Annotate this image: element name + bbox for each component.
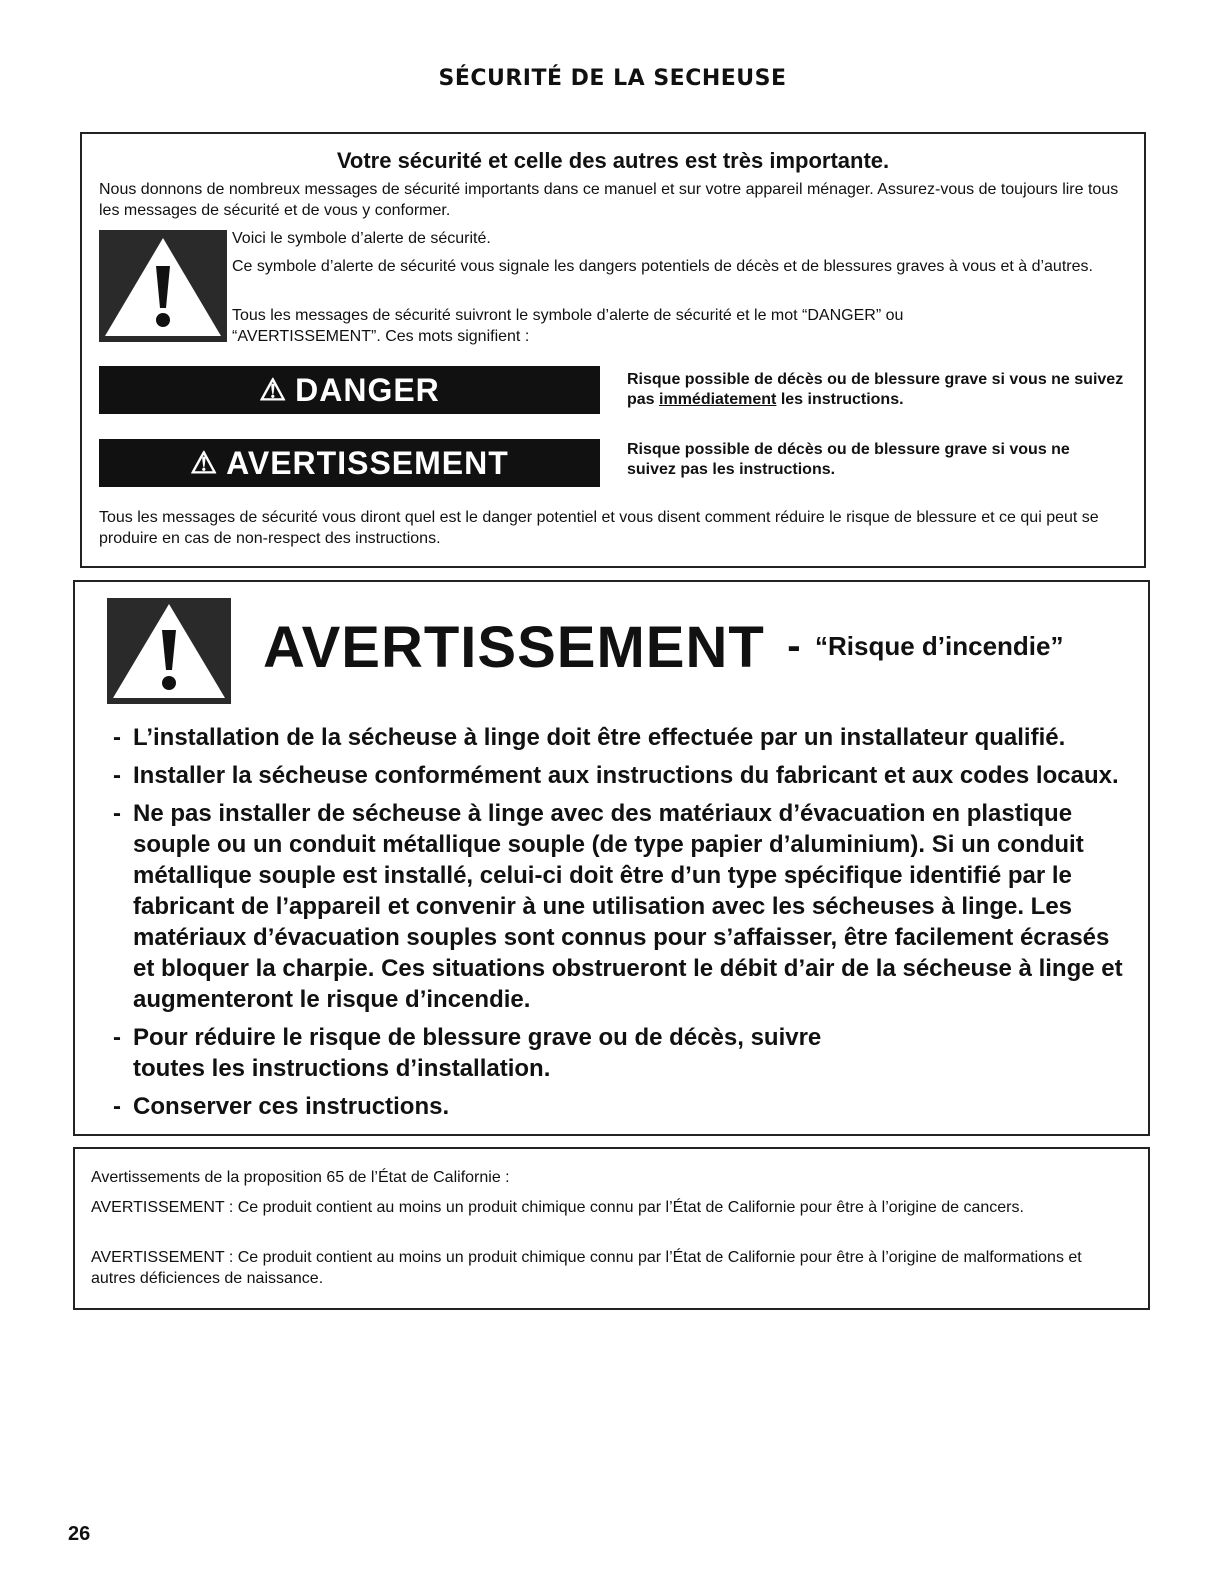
danger-label: DANGER [295,371,440,408]
page-title: SÉCURITÉ DE LA SECHEUSE [438,66,787,91]
fire-risk-subtitle: “Risque d’incendie” [815,631,1064,661]
danger-description [627,370,1139,410]
intro-body: Nous donnons de nombreux messages de sécurité importants dans ce manuel et sur votre appareil ménager. Assurez-vous de toujours lire tous les messages de sécurité et de vous y conformer. [99,181,1119,219]
warning-description: Risque possible de décès ou de blessure grave si vous ne suivez pas les instructions. [627,441,1070,478]
list-item: - Conserver ces instructions. [113,1091,1133,1122]
prop65-box [73,1147,1150,1310]
small-alert-icon: ⚠ [190,446,219,480]
alert-triangle-icon [107,598,231,704]
symbol-line-3: Tous les messages de sécurité suivront le symbole d’alerte de sécurité et le mot “DANGER” ou “AVERTISSEMENT”. Ces mots signifient : [232,307,904,345]
symbol-line-1: Voici le symbole d’alerte de sécurité. [232,230,491,247]
safety-intro-box [80,132,1146,568]
fire-warning-list [113,722,1133,1129]
symbol-line-2: Ce symbole d’alerte de sécurité vous signale les dangers potentiels de décès et de blessures graves à vous et à d’autres. [232,258,1093,275]
danger-desc-end: les instructions. [776,391,904,408]
prop65-warning-cancer: AVERTISSEMENT : Ce produit contient au moins un produit chimique connu par l’État de Californie pour être à l’origine de cancers. [91,1199,1024,1216]
warning-signal-bar [99,439,600,487]
warning-label: AVERTISSEMENT [226,444,509,481]
prop65-warning-birth-defects: AVERTISSEMENT : Ce produit contient au moins un produit chimique connu par l’État de Californie pour être à l’origine de malformations et autres déficiences de naissance. [91,1249,1082,1287]
title-dash: - [787,624,801,668]
small-alert-icon: ⚠ [259,373,288,407]
page-number: 26 [68,1523,91,1545]
list-item: - Pour réduire le risque de blessure grave ou de décès, suivre toutes les instructions d’installation. [113,1022,893,1084]
fire-warning-box [73,580,1150,1136]
list-item: - Ne pas installer de sécheuse à linge avec des matériaux d’évacuation en plastique souple ou un conduit métallique souple (de type papier d’aluminium). Si un conduit métallique souple est installé, celui-ci doit être d’un type spécifique identifié par le fabricant de l’appareil et convenir à une utilisation avec les sécheuses à linge. Les matériaux d’évacuation souples sont connus pour s’affaisser, être facilement écrasés et bloquer la charpie. Ces situations obstrueront le débit d’air de la sécheuse à linge et augmenteront le risque d’incendie. [113,798,1133,1015]
warning-word: AVERTISSEMENT [263,615,765,680]
fire-warning-title [263,614,1064,681]
danger-desc-underlined: immédiatement [659,391,777,408]
alert-triangle-icon [99,230,227,342]
intro-footer: Tous les messages de sécurité vous diront quel est le danger potentiel et vous disent comment réduire le risque de blessure et ce qui peut se produire en cas de non-respect des instructions. [99,509,1099,547]
list-item: - Installer la sécheuse conformément aux instructions du fabricant et aux codes locaux. [113,760,1133,791]
danger-signal-bar [99,366,600,414]
prop65-heading: Avertissements de la proposition 65 de l’État de Californie : [91,1169,510,1186]
intro-heading: Votre sécurité et celle des autres est très importante. [336,148,890,173]
danger-desc-text: Risque possible de décès ou de blessure grave si vous ne suivez pas [627,371,1124,408]
list-item: - L’installation de la sécheuse à linge doit être effectuée par un installateur qualifié. [113,722,1133,753]
